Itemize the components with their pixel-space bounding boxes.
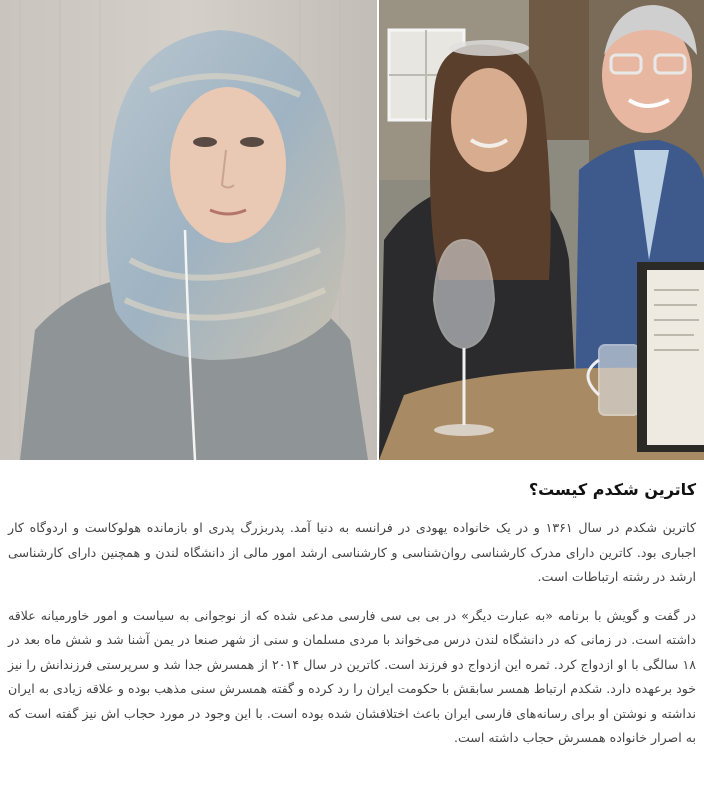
article-paragraph-1: کاترین شکدم در سال ۱۳۶۱ و در یک خانواده یهودی در فرانسه به دنیا آمد. پدربزرگ پدری او بازمانده هولوکاست و اردوگاه کار اجباری بود. کاترین دارای مدرک کارشناسی روان‌شناسی و کارشناسی ارشد امور مالی از دانشگاه لندن و همچنین دارای کارشناسی ارشد در رشته ارتباطات است. bbox=[8, 520, 696, 584]
article-paragraph-2: در گفت و گویش با برنامه «به عبارت دیگر» در بی بی سی فارسی مدعی شده که از نوجوانی به سیاست و امور خاورمیانه علاقه داشته است. در زمانی که در دانشگاه لندن درس می‌خواند با مردی مسلمان و سنی از شهر صنعا در یمن آشنا شد و شش ماه بعد در ۱۸ سالگی با او ازدواج کرد. ثمره این ازدواج دو فرزند است. کاترین در سال ۲۰۱۴ از همسرش جدا شد و سرپرستی فرزندانش را نیز خود برعهده دارد. شکدم ارتباط همسر سابقش با حکومت ایران را رد کرده و گفته همسرش سنی مذهب بوده و علاقه زیادی به ایران نداشته و نوشتن او برای رسانه‌های فارسی ایران باعث اختلافشان شده بوده است. با این وجود در مورد حجاب اش نیز گفته است که به اصرار خانواده همسرش حجاب داشته است. bbox=[8, 607, 696, 745]
article-body bbox=[0, 460, 704, 810]
photo-couple-at-table bbox=[379, 0, 704, 460]
photo-woman-in-headscarf bbox=[0, 0, 377, 460]
article-title: کاترین شکدم کیست؟ bbox=[528, 480, 696, 499]
headscarf-portrait-illustration bbox=[0, 0, 377, 460]
couple-illustration bbox=[379, 0, 704, 460]
